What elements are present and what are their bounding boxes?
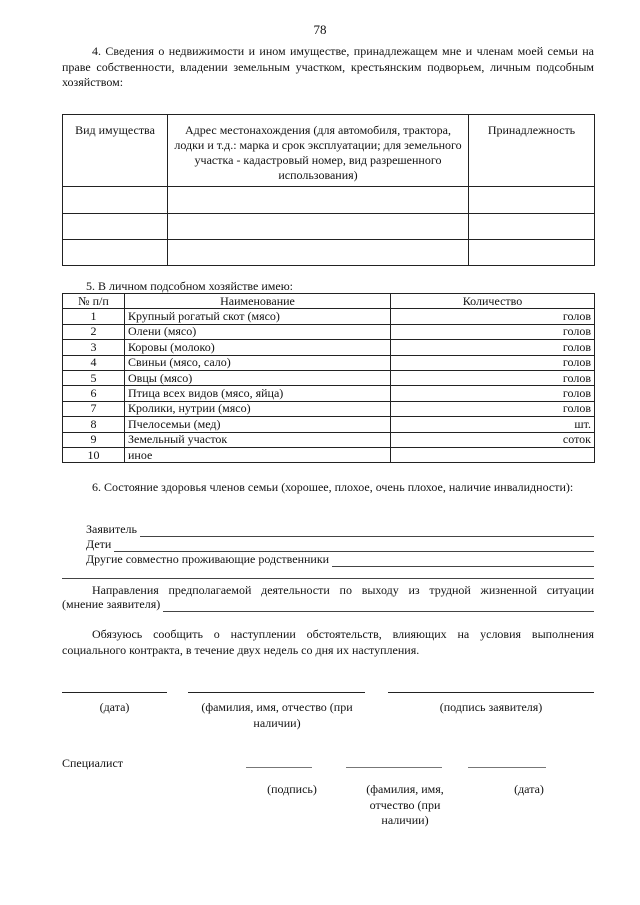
property-table — [62, 114, 595, 266]
specialist-date-caption: (дата) — [514, 782, 544, 796]
table-cell[interactable] — [168, 240, 469, 266]
table-row — [63, 214, 595, 240]
relatives-health-row — [86, 552, 594, 567]
row-number: 8 — [63, 417, 125, 432]
row-quantity-unit[interactable]: голов — [391, 309, 595, 324]
relatives-health-field[interactable] — [332, 555, 594, 567]
specialist-name-line[interactable] — [346, 767, 442, 768]
specialist-date-line[interactable] — [468, 767, 546, 768]
row-name: Свиньи (мясо, сало) — [125, 355, 391, 370]
row-name: Пчелосемьи (мед) — [125, 417, 391, 432]
table-row — [63, 417, 595, 432]
household-table-header — [63, 294, 595, 309]
specialist-signature-caption: (подпись) — [267, 782, 317, 796]
table-row — [63, 340, 595, 355]
column-header-property-type: Вид имущества — [63, 115, 168, 187]
row-quantity-unit[interactable]: голов — [391, 340, 595, 355]
table-cell[interactable] — [168, 214, 469, 240]
date-signature-line[interactable] — [62, 692, 167, 693]
table-cell[interactable] — [63, 187, 168, 214]
specialist-name-caption: (фамилия, имя, отчество (при наличии) — [366, 782, 444, 827]
applicant-signature-caption: (подпись заявителя) — [439, 700, 543, 714]
row-number: 10 — [63, 447, 125, 462]
page-number: 78 — [313, 22, 327, 37]
row-name: Олени (мясо) — [125, 324, 391, 339]
row-quantity-unit[interactable]: голов — [391, 355, 595, 370]
column-header-name: Наименование — [125, 294, 391, 309]
row-quantity-unit[interactable]: соток — [391, 432, 595, 447]
children-label: Дети — [86, 537, 112, 551]
applicant-health-row — [86, 522, 594, 537]
row-quantity-unit[interactable] — [391, 447, 595, 462]
children-health-field[interactable] — [114, 540, 594, 552]
table-row — [63, 309, 595, 324]
row-name: Кролики, нутрии (мясо) — [125, 401, 391, 416]
row-number: 5 — [63, 370, 125, 385]
table-row — [63, 187, 595, 214]
table-cell[interactable] — [469, 214, 595, 240]
specialist-label: Специалист — [62, 756, 124, 770]
table-cell[interactable] — [168, 187, 469, 214]
section-4-text: 4. Сведения о недвижимости и ином имуществе, принадлежащем мне и членам моей семьи на праве собственности, владении земельным участком, крестьянским подворьем, личным подсобным хозяйством: — [62, 44, 594, 89]
directions-text: Направления предполагаемой деятельности по выходу из трудной жизненной ситуации — [92, 583, 594, 597]
row-number: 7 — [63, 401, 125, 416]
household-table — [62, 293, 595, 463]
row-name: иное — [125, 447, 391, 462]
row-quantity-unit[interactable]: голов — [391, 370, 595, 385]
table-cell[interactable] — [63, 240, 168, 266]
opinion-label: (мнение заявителя) — [62, 597, 161, 611]
row-quantity-unit[interactable]: голов — [391, 324, 595, 339]
table-row — [63, 386, 595, 401]
column-header-quantity: Количество — [391, 294, 595, 309]
property-table-header — [63, 115, 595, 187]
row-quantity-unit[interactable]: голов — [391, 401, 595, 416]
table-cell[interactable] — [63, 214, 168, 240]
row-number: 6 — [63, 386, 125, 401]
row-number: 3 — [63, 340, 125, 355]
table-cell[interactable] — [469, 240, 595, 266]
row-quantity-unit[interactable]: шт. — [391, 417, 595, 432]
table-row — [63, 370, 595, 385]
column-header-number: № п/п — [63, 294, 125, 309]
row-name: Коровы (молоко) — [125, 340, 391, 355]
applicant-signature-line[interactable] — [388, 692, 594, 693]
table-row — [63, 432, 595, 447]
row-number: 2 — [63, 324, 125, 339]
row-quantity-unit[interactable]: голов — [391, 386, 595, 401]
health-extra-line[interactable] — [62, 578, 594, 579]
name-caption: (фамилия, имя, отчество (при наличии) — [201, 700, 353, 730]
opinion-row — [62, 597, 594, 612]
date-caption: (дата) — [99, 700, 130, 714]
relatives-label: Другие совместно проживающие родственники — [86, 552, 330, 566]
table-cell[interactable] — [469, 187, 595, 214]
applicant-health-field[interactable] — [140, 525, 594, 537]
section-5-title: 5. В личном подсобном хозяйстве имею: — [86, 279, 293, 293]
column-header-ownership: Принадлежность — [469, 115, 595, 187]
row-number: 1 — [63, 309, 125, 324]
table-row — [63, 240, 595, 266]
children-health-row — [86, 537, 594, 552]
name-signature-line[interactable] — [188, 692, 365, 693]
table-row — [63, 401, 595, 416]
row-name: Птица всех видов (мясо, яйца) — [125, 386, 391, 401]
section-6-text: 6. Состояние здоровья членов семьи (хорошее, плохое, очень плохое, наличие инвалидности): — [92, 480, 574, 494]
applicant-label: Заявитель — [86, 522, 137, 536]
column-header-address: Адрес местонахождения (для автомобиля, трактора, лодки и т.д.: марка и срок эксплуатации; для земельного участка - кадастровый номер, вид разрешенного использования) — [168, 115, 469, 187]
row-name: Земельный участок — [125, 432, 391, 447]
row-name: Крупный рогатый скот (мясо) — [125, 309, 391, 324]
table-row — [63, 447, 595, 462]
row-name: Овцы (мясо) — [125, 370, 391, 385]
table-row — [63, 324, 595, 339]
table-row — [63, 355, 595, 370]
row-number: 4 — [63, 355, 125, 370]
opinion-field[interactable] — [163, 600, 594, 612]
row-number: 9 — [63, 432, 125, 447]
obligation-text: Обязуюсь сообщить о наступлении обстоятельств, влияющих на условия выполнения социального контракта, в течение двух недель со дня их наступления. — [62, 627, 594, 657]
specialist-signature-line[interactable] — [246, 767, 312, 768]
